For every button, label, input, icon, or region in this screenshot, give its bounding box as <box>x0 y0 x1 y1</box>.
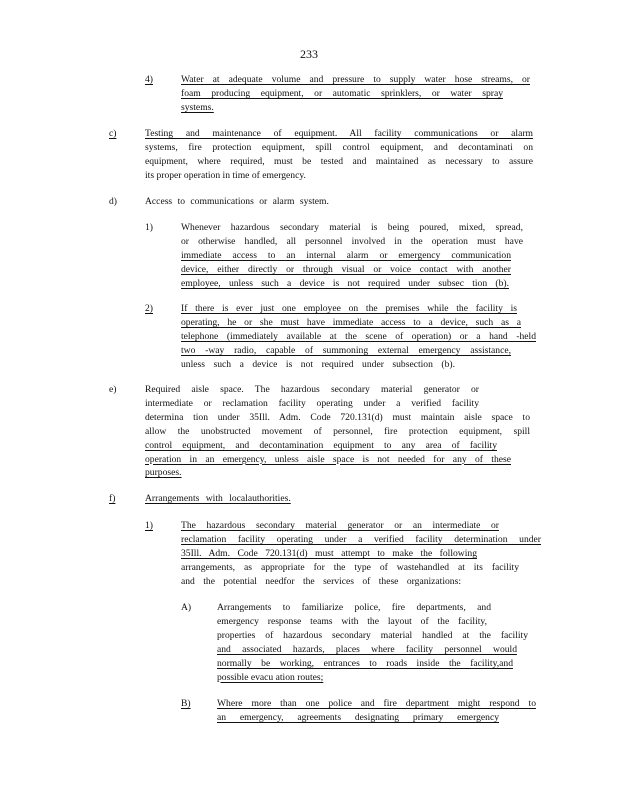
text-line: operating, he or she must have immediate access to a device, such as a <box>181 316 521 328</box>
item-label-f: f) <box>109 493 116 504</box>
item-f1-text <box>181 519 541 589</box>
item-f-text <box>145 492 345 506</box>
item-label-d: d) <box>109 196 117 207</box>
text-line: Required aisle space. The hazardous secondary material generator or <box>145 384 479 395</box>
text-line: systems. <box>181 101 214 113</box>
text-line: intermediate or reclamation facility operating under a verified facility <box>145 397 479 409</box>
text-line: unless such a device is not required under subsection (b). <box>181 358 455 370</box>
text-line: arrangements, as appropriate for the type of wastehandled at its facility <box>181 561 519 573</box>
text-line: purposes. <box>145 467 182 479</box>
item-label-f1b: B) <box>181 698 191 709</box>
text-line: determina tion under 35Ill. Adm. Code 720.131(d) must maintain aisle space to <box>145 411 530 423</box>
text-line: possible evacu ation routes; <box>217 671 324 683</box>
item-label-4: 4) <box>145 74 153 85</box>
text-line: Testing and maintenance of equipment. All facility communications or alarm <box>145 128 533 139</box>
item-f1b-text <box>217 697 536 725</box>
text-line: and the potential needfor the services of these organizations: <box>181 575 461 587</box>
item-label-f1: 1) <box>145 520 153 531</box>
page-number: 233 <box>300 47 318 61</box>
text-line: and associated hazards, places where facility personnel would <box>217 643 517 655</box>
text-line: 35Ill. Adm. Code 720.131(d) must attempt to make the following <box>181 547 477 559</box>
item-d-text <box>145 195 345 209</box>
item-d2-text <box>181 302 536 372</box>
text-line: Arrangements with localauthorities. <box>145 493 291 504</box>
text-line: emergency response teams with the layout of the facility, <box>217 615 487 627</box>
item-label-e: e) <box>109 384 117 395</box>
text-line: normally be working, entrances to roads inside the facility,and <box>217 657 513 669</box>
text-line: Where more than one police and fire department might respond to <box>217 698 536 709</box>
item-label-c: c) <box>109 128 117 139</box>
item-f1a-text <box>217 601 528 684</box>
text-line: an emergency, agreements designating primary emergency <box>217 711 499 723</box>
text-line: Whenever hazardous secondary material is being poured, mixed, spread, <box>181 222 523 233</box>
text-line: Access to communications or alarm system. <box>145 196 329 207</box>
text-line: If there is ever just one employee on the premises while the facility is <box>181 303 517 314</box>
item-c-text <box>145 127 533 183</box>
text-line: reclamation facility operating under a verified facility determination under <box>181 533 541 545</box>
text-line: two -way radio, capable of summoning external emergency assistance, <box>181 344 511 356</box>
item-label-f1a: A) <box>181 602 192 613</box>
item-label-d1: 1) <box>145 222 153 233</box>
text-line: device, either directly or through visual or voice contact with another <box>181 263 511 275</box>
item-e-text <box>145 383 530 480</box>
text-line: Arrangements to familiarize police, fire departments, and <box>217 602 491 613</box>
text-line: properties of hazardous secondary material handled at the facility <box>217 629 528 641</box>
item-d1-text <box>181 221 523 291</box>
text-line: operation in an emergency, unless aisle space is not needed for any of these <box>145 453 511 465</box>
text-line: systems, fire protection equipment, spill control equipment, and decontaminati on <box>145 141 533 153</box>
text-line: control equipment, and decontamination equipment to any area of facility <box>145 439 497 451</box>
item-4-text <box>181 73 530 115</box>
text-line: Water at adequate volume and pressure to supply water hose streams, or <box>181 74 530 85</box>
text-line: its proper operation in time of emergency. <box>145 169 306 181</box>
text-line: employee, unless such a device is not required under subsec tion (b). <box>181 277 509 289</box>
text-line: or otherwise handled, all personnel involved in the operation must have <box>181 235 523 247</box>
text-line: allow the unobstructed movement of personnel, fire protection equipment, spill <box>145 425 530 437</box>
text-line: equipment, where required, must be tested and maintained as necessary to assure <box>145 155 533 167</box>
text-line: immediate access to an internal alarm or emergency communication <box>181 249 511 261</box>
text-line: foam producing equipment, or automatic sprinklers, or water spray <box>181 87 503 99</box>
text-line: The hazardous secondary material generator or an intermediate or <box>181 520 499 531</box>
text-line: telephone (immediately available at the scene of operation) or a hand -held <box>181 330 536 342</box>
item-label-d2: 2) <box>145 303 153 314</box>
